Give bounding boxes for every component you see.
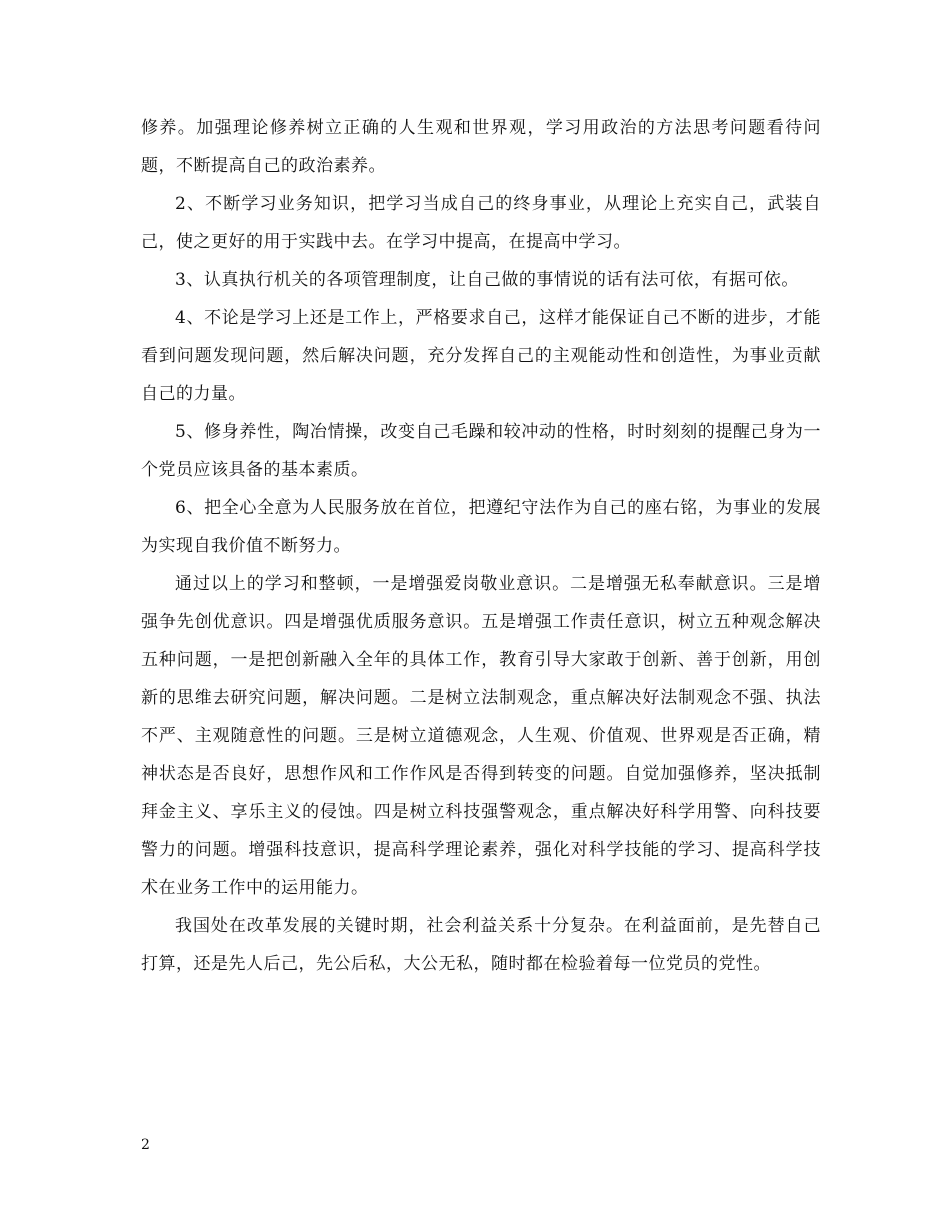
page-number: 2 <box>141 1137 150 1153</box>
paragraph-item-4: 4、不论是学习上还是工作上，严格要求自己，这样才能保证自己不断的进步，才能看到问题发现问题，然后解决问题，充分发挥自己的主观能动性和创造性，为事业贡献自己的力量。 <box>141 308 821 404</box>
paragraph-item-2: 2、不断学习业务知识，把学习当成自己的终身事业，从理论上充实自己，武装自己，使之更好的用于实践中去。在学习中提高，在提高中学习。 <box>141 194 821 252</box>
paragraph-summary: 通过以上的学习和整顿，一是增强爱岗敬业意识。二是增强无私奉献意识。三是增强争先创优意识。四是增强优质服务意识。五是增强工作责任意识，树立五种观念解决五种问题，一是把创新融入全年的具体工作，教育引导大家敢于创新、善于创新，用创新的思维去研究问题，解决问题。二是树立法制观念，重点解决好法制观念不强、执法不严、主观随意性的问题。三是树立道德观念，人生观、价值观、世界观是否正确，精神状态是否良好，思想作风和工作作风是否得到转变的问题。自觉加强修养，坚决抵制拜金主义、享乐主义的侵蚀。四是树立科技强警观念，重点解决好科学用警、向科技要警力的问题。增强科技意识，提高科学理论素养，强化对科学技能的学习、提高科学技术在业务工作中的运用能力。 <box>141 574 821 898</box>
paragraph-item-3: 3、认真执行机关的各项管理制度，让自己做的事情说的话有法可依，有据可依。 <box>175 270 799 290</box>
paragraph-item-6: 6、把全心全意为人民服务放在首位，把遵纪守法作为自己的座右铭，为事业的发展为实现自我价值不断努力。 <box>141 498 821 556</box>
paragraph-item-5: 5、修身养性，陶冶情操，改变自己毛躁和较冲动的性格，时时刻刻的提醒己身为一个党员应该具备的基本素质。 <box>141 422 821 480</box>
paragraph-continuation: 修养。加强理论修养树立正确的人生观和世界观，学习用政治的方法思考问题看待问题，不断提高自己的政治素养。 <box>141 118 821 176</box>
paragraph-conclusion: 我国处在改革发展的关键时期，社会利益关系十分复杂。在利益面前，是先替自己打算，还是先人后己，先公后私，大公无私，随时都在检验着每一位党员的党性。 <box>141 916 821 974</box>
document-body <box>141 109 821 983</box>
